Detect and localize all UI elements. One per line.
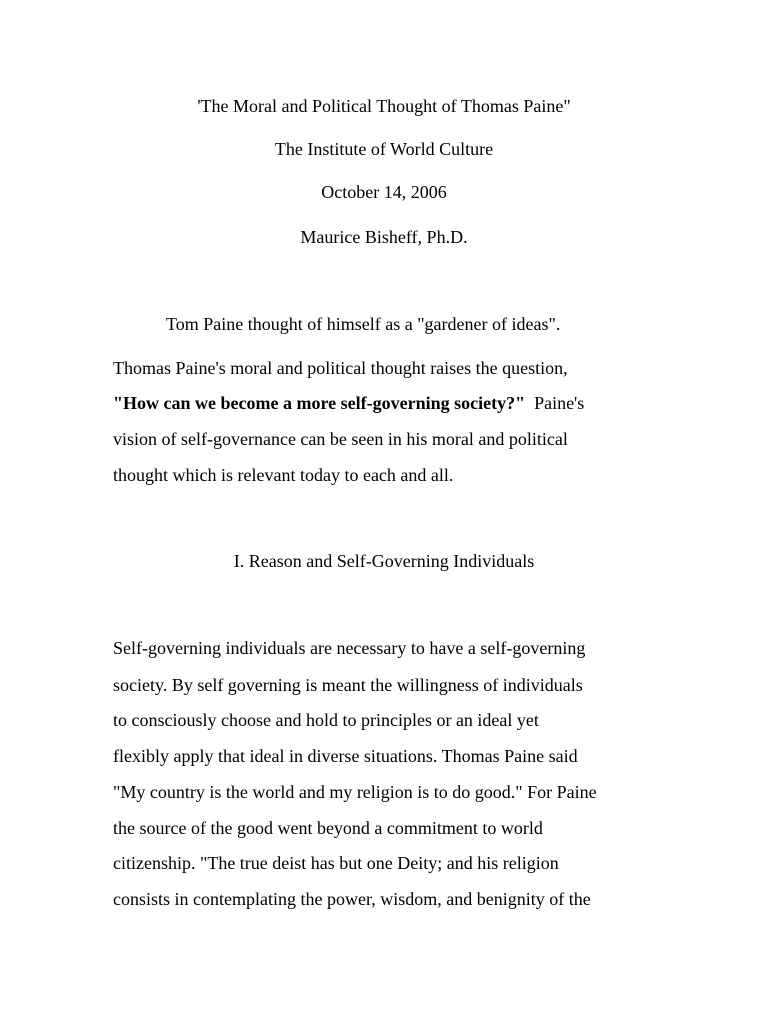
paragraph-line: consists in contemplating the power, wisdom, and benignity of the xyxy=(113,889,591,909)
document-date: October 14, 2006 xyxy=(321,182,447,202)
paragraph-line: society. By self governing is meant the willingness of individuals xyxy=(113,675,583,695)
paragraph-line-question xyxy=(113,392,584,414)
institution-name: The Institute of World Culture xyxy=(274,139,494,159)
paragraph-line: Self-governing individuals are necessary to have a self-governing xyxy=(113,638,586,658)
section-heading: I. Reason and Self-Governing Individuals xyxy=(233,551,535,571)
paragraph-line: "My country is the world and my religion is to do good." For Paine xyxy=(113,782,597,802)
paragraph-line: Thomas Paine's moral and political thought raises the question, xyxy=(113,358,568,378)
bold-question: "How can we become a more self-governing society?" xyxy=(113,393,526,413)
document-title: 'The Moral and Political Thought of Thomas Paine" xyxy=(197,96,571,116)
paragraph-line: thought which is relevant today to each and all. xyxy=(113,465,454,485)
author-name: Maurice Bisheff, Ph.D. xyxy=(300,227,468,247)
paragraph-line: vision of self-governance can be seen in his moral and political xyxy=(113,429,568,449)
paragraph-text: Paine's xyxy=(525,393,585,413)
paragraph-line: flexibly apply that ideal in diverse situations. Thomas Paine said xyxy=(113,746,578,766)
paragraph-line: to consciously choose and hold to principles or an ideal yet xyxy=(113,710,539,730)
paragraph-line: the source of the good went beyond a commitment to world xyxy=(113,818,543,838)
intro-line-1: Tom Paine thought of himself as a "gardener of ideas". xyxy=(166,314,561,334)
paragraph-line: citizenship. "The true deist has but one Deity; and his religion xyxy=(113,853,559,873)
